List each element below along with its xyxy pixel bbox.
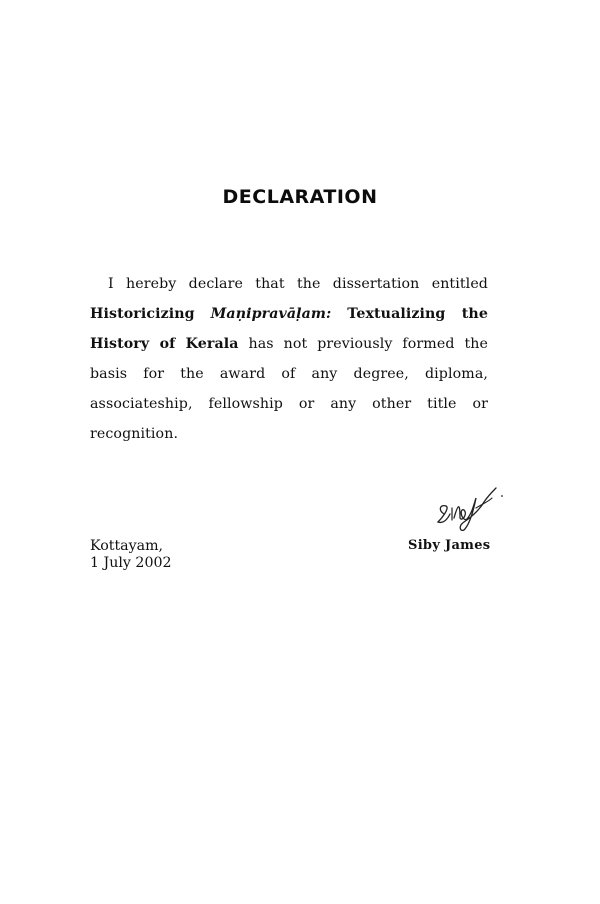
declaration-paragraph bbox=[90, 269, 488, 449]
declaration-title: DECLARATION bbox=[222, 186, 378, 208]
date: 1 July 2002 bbox=[90, 555, 172, 571]
place: Kottayam, bbox=[90, 538, 164, 554]
thesis-title-part1: Historicizing bbox=[90, 306, 195, 323]
place-date-block bbox=[90, 538, 172, 572]
signatory-name: Siby James bbox=[408, 538, 491, 553]
body-intro: I hereby declare that the dissertation entitled bbox=[108, 276, 488, 293]
handwritten-signature bbox=[430, 484, 520, 534]
thesis-title-part2: Maṇipravāḷam: bbox=[210, 306, 332, 323]
thesis-title-part3: Textualizing the History of Kerala bbox=[90, 306, 488, 353]
body-rest: has not previously formed the basis for the award of any degree, diploma, associateship, fellowship or any other title or recognition. bbox=[90, 336, 488, 443]
